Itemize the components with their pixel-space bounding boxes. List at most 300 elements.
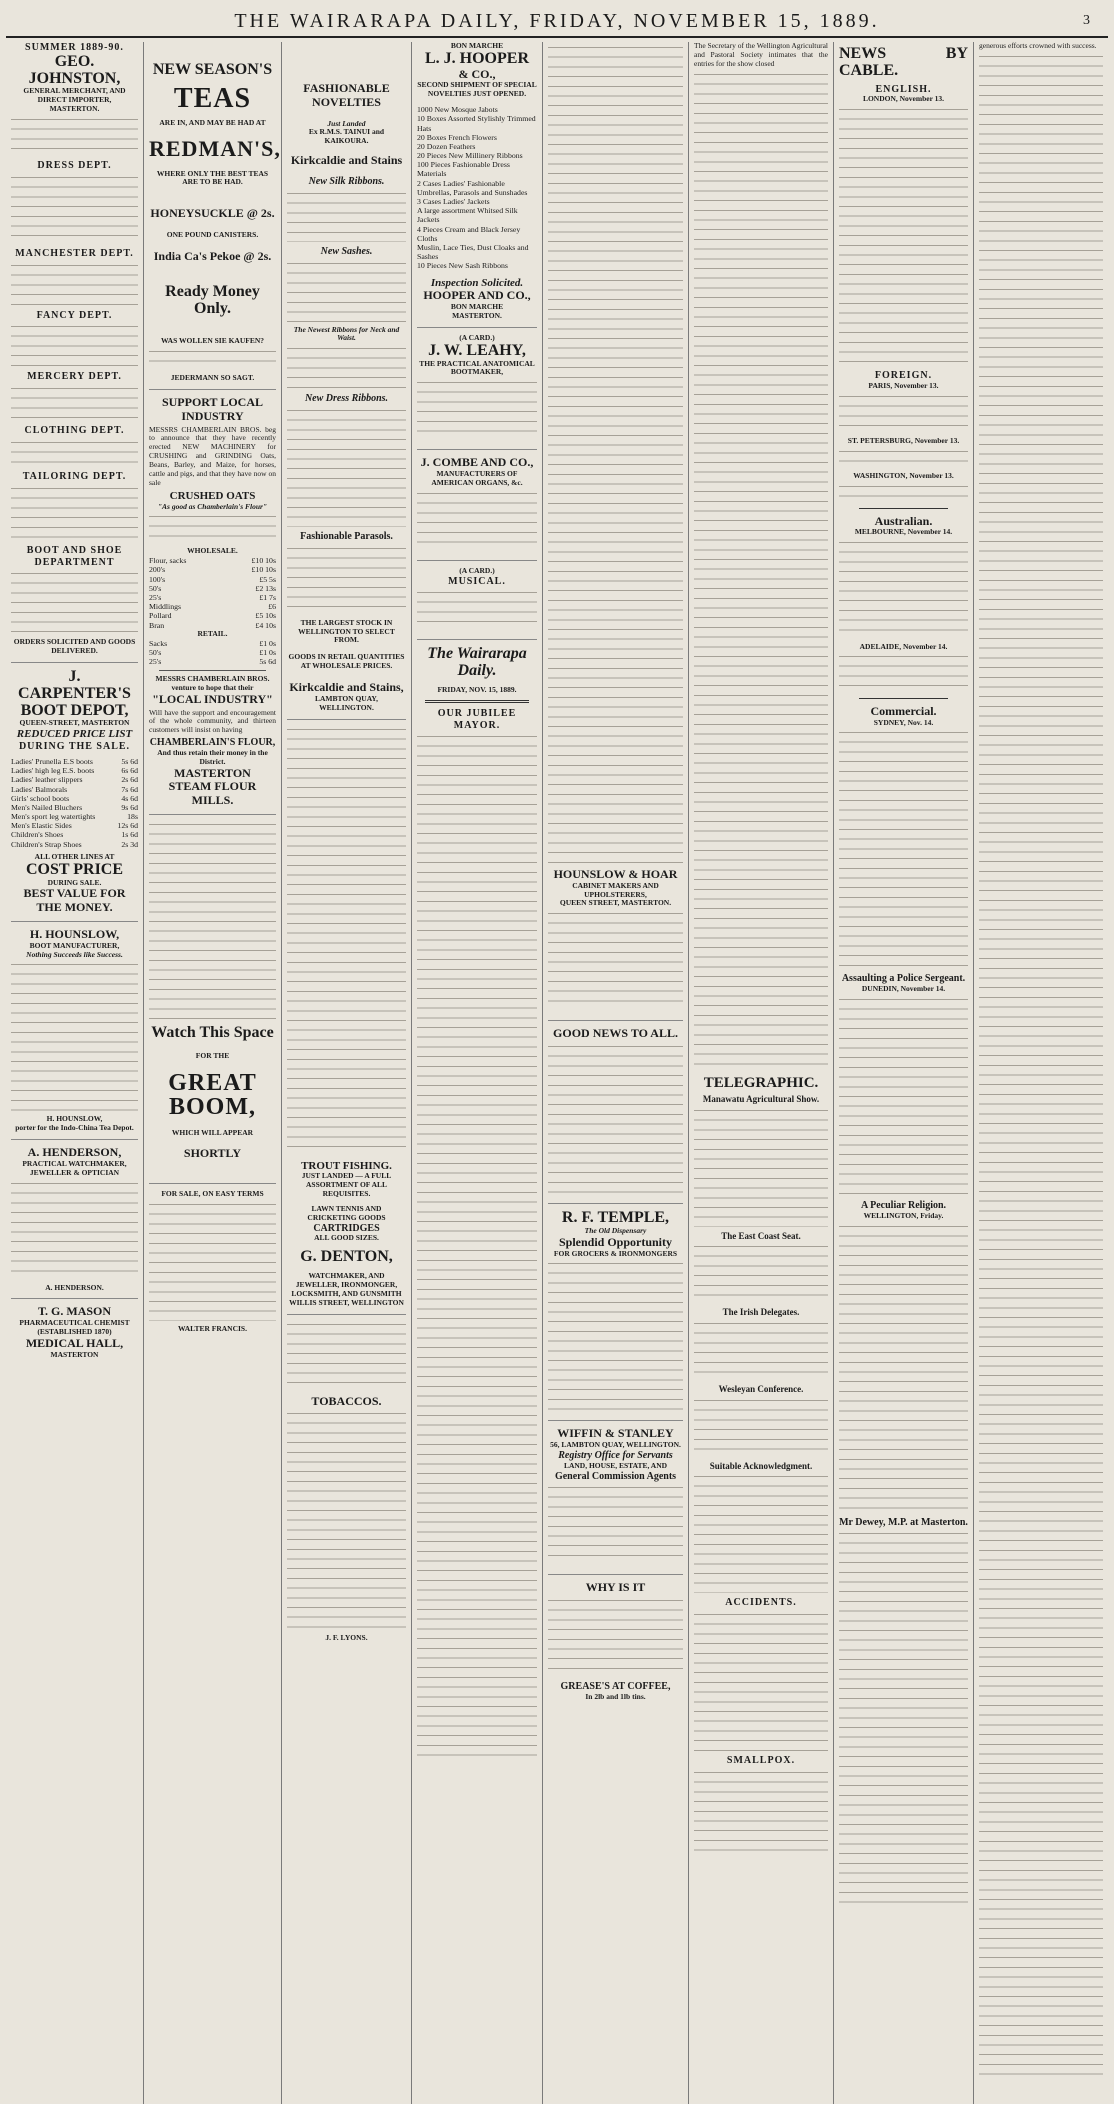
price-value: £2 13s [255, 583, 276, 593]
text-block [548, 1260, 683, 1410]
divider [425, 700, 529, 703]
price-row [11, 757, 138, 766]
henderson-sub: PRACTICAL WATCHMAKER, JEWELLER & OPTICIAN [22, 1158, 127, 1177]
henderson-title: A. HENDERSON, [27, 1145, 122, 1160]
support-title: SUPPORT LOCAL INDUSTRY [161, 395, 264, 423]
retail-heading: RETAIL. [197, 628, 228, 638]
text-block [11, 961, 138, 1111]
text-block [11, 570, 138, 634]
text-block [839, 539, 968, 639]
price-item: Girls' school boots [11, 793, 70, 803]
carpenter-title: J. CARPENTER'S BOOT DEPOT, [18, 667, 131, 719]
mason-title: T. G. MASON [37, 1304, 112, 1319]
parasols: Fashionable Parasols. [300, 531, 393, 542]
price-item: 50's [149, 583, 162, 593]
text-block [287, 1410, 406, 1630]
leahy-advert [417, 334, 537, 450]
splendid: Splendid Opportunity [558, 1234, 673, 1249]
henderson-signature: A. HENDERSON. [45, 1282, 104, 1292]
largest-stock: THE LARGEST STOCK IN WELLINGTON TO SELECT FROM. [298, 617, 395, 645]
text-block [839, 729, 968, 969]
inspection-solicited: Inspection Solicited. [430, 276, 524, 289]
text-block [839, 448, 968, 468]
are-to-be-line: ARE TO BE HAD. [182, 177, 243, 187]
denton-sub: WATCHMAKER, AND JEWELLER, IRONMONGER, LOCKSMITH, AND GUNSMITH [291, 1271, 402, 1298]
novelties: NOVELTIES [312, 94, 381, 109]
hh-street: QUEEN STREET, MASTERTON. [559, 898, 672, 908]
wellington-dateline: WELLINGTON, Friday. [863, 1210, 944, 1220]
lambton-quay: LAMBTON QUAY, [314, 693, 379, 703]
will-receive: Will have the support and encouragement of the whole community, and thirteen customers will insist on having [149, 707, 276, 735]
commission: General Commission Agents [554, 1470, 677, 1482]
adelaide-dateline: ADELAIDE, November 14. [859, 641, 948, 651]
where-only-line: WHERE ONLY THE BEST TEAS [156, 168, 269, 178]
text-block [979, 53, 1103, 2083]
good-news: GOOD NEWS TO ALL. [553, 1026, 678, 1041]
just-landed: Just Landed [327, 118, 366, 128]
coffee-name: GREASE'S AT COFFEE, [560, 1681, 671, 1693]
text-block [11, 485, 138, 541]
price-row [149, 648, 276, 657]
text-block [548, 1597, 683, 1677]
petersburg-dateline: ST. PETERSBURG, November 13. [847, 435, 960, 445]
merchant-location: MASTERTON. [49, 104, 100, 114]
price-row [11, 803, 138, 812]
text-block [694, 1243, 828, 1303]
dept-heading: TAILORING DEPT. [22, 470, 127, 482]
musical-advert [417, 567, 537, 641]
price-item: 25's [149, 656, 162, 666]
carpenter-subtitle: REDUCED PRICE LIST [16, 728, 133, 741]
price-value: 9s 6d [121, 802, 138, 812]
price-row [149, 639, 276, 648]
local-industry: "LOCAL INDUSTRY" [152, 691, 273, 706]
text-block [839, 653, 968, 693]
divider [859, 508, 948, 509]
text-block [11, 174, 138, 244]
lyons-signature: J. F. LYONS. [325, 1633, 368, 1643]
text-block [287, 260, 406, 322]
text-block [548, 1043, 683, 1193]
list-item: 2 Cases Ladies' Fashionable Umbrellas, Parasols and Sunshades [417, 178, 528, 197]
column-7 [834, 42, 974, 2104]
mason-advert [11, 1305, 138, 1365]
text-block [417, 589, 537, 629]
price-item: Ladies' high leg E.S. boots [11, 766, 95, 776]
leahy-card: (A CARD.) [459, 332, 495, 342]
english-heading: ENGLISH. [875, 83, 932, 95]
new-season: NEW SEASON'S [152, 61, 273, 78]
season-heading: SUMMER 1889-90. [25, 42, 124, 53]
denton-advert [287, 1160, 406, 1315]
registry: Registry Office for Servants [558, 1450, 673, 1462]
price-row [149, 593, 276, 602]
dewey-heading: Mr Dewey, M.P. at Masterton. [839, 1516, 968, 1528]
retail-price-table [149, 639, 276, 667]
text-block [11, 385, 138, 421]
price-value: £10 10s [251, 556, 276, 566]
masthead [6, 6, 1108, 38]
list-item: 20 Dozen Feathers [417, 141, 476, 151]
hounslow-tagline: Nothing Succeeds like Success. [26, 949, 123, 959]
price-value: £6 [268, 602, 276, 612]
mason-sub: PHARMACEUTICAL CHEMIST [19, 1318, 130, 1328]
wellington: WELLINGTON. [319, 702, 374, 712]
text-block [839, 996, 968, 1196]
text-block [11, 116, 138, 156]
price-row [11, 785, 138, 794]
price-value: 4s 6d [121, 793, 138, 803]
great-boom: GREAT BOOM, [168, 1069, 257, 1120]
hooper-name: L. J. HOOPER [424, 49, 529, 67]
registry-sub: LAND, HOUSE, ESTATE, AND [563, 1460, 668, 1470]
text-block [287, 726, 406, 1156]
list-item: 10 Pieces New Sash Ribbons [417, 261, 508, 271]
kirkcaldie-title: Kirkcaldie and Stains [290, 153, 403, 168]
carpenter-best-value: BEST VALUE FOR THE MONEY. [23, 886, 126, 915]
ex-ships: Ex R.M.S. TAINUI and KAIKOURA. [308, 127, 385, 146]
masthead-title: THE WAIRARAPA DAILY, FRIDAY, NOVEMBER 15, 1889. [234, 10, 880, 32]
flour-price-table [149, 556, 276, 630]
column-4 [412, 42, 543, 2104]
wesleyan-heading: Wesleyan Conference. [718, 1384, 804, 1395]
hounslow-hoar-advert [548, 868, 683, 1021]
masterton-mills-1: MASTERTON [174, 765, 251, 780]
kirkcaldie-advert [287, 82, 406, 720]
dept-heading: MERCERY DEPT. [27, 371, 122, 383]
bon-marche-2: BON MARCHE [450, 302, 504, 312]
price-value: £1 0s [259, 647, 276, 657]
editorial-block [417, 646, 537, 1763]
johnston-advert [11, 42, 138, 663]
hh-title: HOUNSLOW & HOAR [553, 867, 678, 881]
text-block [694, 1320, 828, 1380]
price-row [11, 821, 138, 830]
price-row [11, 766, 138, 775]
for-the: FOR THE [195, 1050, 230, 1060]
list-item: 1000 New Mosque Jabots [417, 105, 498, 115]
combe-title: J. COMBE AND CO., [420, 455, 534, 470]
dept-heading: DRESS DEPT. [37, 159, 112, 171]
ready-money: Ready Money Only. [165, 282, 260, 317]
price-value: 18s [127, 812, 138, 822]
temple-sub: The Old Dispensary [584, 1225, 647, 1235]
text-block [694, 1107, 828, 1227]
new-dress: New Dress Ribbons. [304, 393, 389, 405]
chamberlain-advert [149, 396, 276, 815]
wiffin-street: 56, LAMBTON QUAY, WELLINGTON. [550, 1440, 681, 1450]
leahy-sub: THE PRACTICAL ANATOMICAL BOOTMAKER, [419, 358, 535, 377]
coffee-advert [548, 1581, 683, 1707]
lawn-tennis: LAWN TENNIS AND CRICKETING GOODS [307, 1204, 386, 1222]
list-item: 20 Boxes French Flowers [417, 132, 497, 142]
column-1 [6, 42, 144, 2104]
good-news-advert [548, 1027, 683, 1204]
sale-title: FOR SALE, ON EASY TERMS [161, 1189, 264, 1199]
text-block [149, 348, 276, 370]
australian-heading: Australian. [874, 513, 933, 528]
secretary-paragraph: The Secretary of the Wellington Agricultural and Pastoral Society intimates that the entries for the show closed [694, 42, 829, 68]
messrs-line: MESSRS CHAMBERLAIN BROS. venture to hope that their [155, 674, 270, 692]
price-value: £1 0s [259, 638, 276, 648]
editorial-title: OUR JUBILEE MAYOR. [437, 707, 517, 731]
text-block [839, 1223, 968, 1513]
paper-title: The Wairarapa Daily. [427, 645, 527, 680]
text-block [287, 1321, 406, 1391]
carpenter-during-2: DURING SALE. [47, 877, 102, 887]
wholesale-heading: WHOLESALE. [187, 546, 238, 556]
hounslow-sub: BOOT MANUFACTURER, [29, 940, 120, 950]
and-thus: And thus retain their money in the District. [157, 747, 268, 766]
price-row [149, 657, 276, 666]
price-row [11, 840, 138, 849]
column-3 [282, 42, 412, 2104]
east-coast-heading: The East Coast Seat. [721, 1230, 801, 1241]
price-value: £4 10s [255, 620, 276, 630]
india-pekoe-line: India Ca's Pekoe @ 2s. [153, 248, 272, 263]
price-item: Flour, sacks [149, 556, 187, 566]
hooper-co-2: HOOPER AND CO., [423, 288, 531, 303]
temple-advert [548, 1210, 683, 1421]
list-item: A large assortment Whitsed Silk Jackets [417, 206, 518, 225]
text-block [839, 1530, 968, 1910]
masterton-mills-2: STEAM FLOUR MILLS. [168, 779, 257, 808]
price-value: 7s 6d [121, 784, 138, 794]
divider [159, 670, 266, 671]
price-row [149, 584, 276, 593]
price-row [11, 794, 138, 803]
text-block [694, 1397, 828, 1457]
mason-hall: MEDICAL HALL, [25, 1335, 124, 1350]
peculiar-heading: A Peculiar Religion. [860, 1200, 947, 1212]
kirkcaldie-title-2: Kirkcaldie and Stains, [289, 680, 404, 695]
wiffin-name: WIFFIN & STANLEY [557, 1426, 674, 1441]
price-value: 1s 6d [121, 830, 138, 840]
text-block [694, 1769, 828, 1859]
bon-marche: BON MARCHE [450, 42, 504, 50]
merchant-role: GENERAL MERCHANT, AND DIRECT IMPORTER, [23, 86, 126, 105]
price-value: 2s 3d [121, 839, 138, 849]
text-block [548, 1484, 683, 1564]
price-item: 100's [149, 574, 166, 584]
denton-street: WILLIS STREET, WELLINGTON [289, 1297, 404, 1307]
price-value: 6s 6d [121, 766, 138, 776]
text-block [11, 262, 138, 306]
text-block [149, 821, 276, 1021]
price-value: £5 5s [259, 574, 276, 584]
smallpox-heading: SMALLPOX. [726, 1755, 796, 1767]
telegraphic-heading: TELEGRAPHIC. [703, 1074, 819, 1091]
text-block [548, 910, 683, 1010]
divider [859, 698, 948, 699]
list-item: 3 Cases Ladies' Jackets [417, 197, 490, 206]
mason-town: MASTERTON [50, 1349, 99, 1359]
text-block [287, 545, 406, 615]
mason-established: (ESTABLISHED 1870) [37, 1327, 112, 1337]
cartridges: CARTRIDGES [313, 1222, 380, 1234]
dept-heading: CLOTHING DEPT. [24, 425, 125, 437]
price-value: 5s 6d [259, 656, 276, 666]
carpenter-cost: COST PRICE [25, 860, 124, 878]
trout-sub: JUST LANDED — A FULL ASSORTMENT OF ALL REQUISITES. [301, 1171, 392, 1199]
price-item: Men's Nailed Bluchers [11, 802, 83, 812]
leahy-name: J. W. LEAHY, [428, 341, 526, 359]
price-item: Men's sport leg watertights [11, 812, 96, 822]
news-by-cable: NEWS BY CABLE. [839, 45, 968, 79]
price-item: Men's Elastic Sides [11, 821, 72, 831]
redman-name: REDMAN'S, [149, 135, 281, 161]
jedermann: JEDERMANN SO SAGT. [170, 373, 255, 383]
trout-title: TROUT FISHING. [301, 1159, 392, 1172]
london-dateline: LONDON, November 13. [862, 94, 945, 104]
text-block [149, 513, 276, 543]
hounslow-signature: H. HOUNSLOW, [46, 1114, 103, 1124]
price-row [11, 812, 138, 821]
dept-heading: MANCHESTER DEPT. [15, 247, 134, 259]
hh-sub: CABINET MAKERS AND UPHOLSTERERS, [572, 880, 659, 899]
column-8 [974, 42, 1108, 2104]
list-item: Muslin, Lace Ties, Dust Cloaks and Sashes [417, 242, 529, 262]
grocers: FOR GROCERS & IRONMONGERS [553, 1248, 678, 1258]
column-5 [543, 42, 689, 2104]
manawatu-heading: Manawatu Agricultural Show. [702, 1094, 820, 1105]
hounslow-signature-2: porter for the Indo-China Tea Depot. [15, 1123, 134, 1133]
irish-delegates-heading: The Irish Delegates. [722, 1307, 800, 1318]
text-block [11, 1180, 138, 1280]
price-item: Sacks [149, 638, 168, 648]
second-shipment: SECOND SHIPMENT OF SPECIAL NOVELTIES JUST OPENED. [417, 80, 537, 99]
text-block [11, 323, 138, 367]
price-value: 12s 6d [117, 821, 138, 831]
lyons-advert [287, 1321, 406, 1650]
carpenter-advert [11, 669, 138, 922]
sale-signature: WALTER FRANCIS. [178, 1324, 247, 1334]
text-block [287, 190, 406, 242]
paris-dateline: PARIS, November 13. [868, 381, 939, 391]
text-block [287, 407, 406, 527]
all-good-sizes: ALL GOOD SIZES. [314, 1233, 379, 1243]
sydney-dateline: SYDNEY, Nov. 14. [873, 717, 934, 727]
price-item: Middlings [149, 602, 182, 612]
price-row [11, 775, 138, 784]
price-value: 5s 6d [121, 756, 138, 766]
price-row [149, 611, 276, 620]
price-item: Children's Shoes [11, 830, 64, 840]
coffee-sub: In 2lb and 1lb tins. [585, 1692, 646, 1702]
fashionable: FASHIONABLE [303, 81, 390, 95]
price-item: Ladies' Balmorals [11, 784, 68, 794]
suitable-heading: Suitable Acknowledgment. [709, 1460, 813, 1471]
price-item: Pollard [149, 611, 172, 621]
intro-line: generous efforts crowned with success. [979, 42, 1097, 50]
honeysuckle-line: HONEYSUCKLE @ 2s. [150, 206, 275, 221]
melbourne-dateline: MELBOURNE, November 14. [854, 526, 953, 536]
price-row [149, 602, 276, 611]
dept-heading: BOOT AND SHOE DEPARTMENT [26, 544, 123, 568]
redman-advert [149, 61, 281, 390]
columns [6, 42, 1108, 2104]
carpenter-during: DURING THE SALE. [18, 741, 131, 753]
hooper-item-list [417, 105, 537, 270]
text-block [417, 490, 537, 550]
watch-this-space: Watch This Space [151, 1024, 274, 1041]
as-good: "As good as Chamberlain's Flour" [157, 501, 268, 511]
price-value: £10 10s [251, 565, 276, 575]
tobaccos: TOBACCOS. [311, 1393, 382, 1408]
price-item: 25's [149, 592, 162, 602]
text-block [287, 345, 406, 389]
text-block [417, 733, 537, 1763]
crushed-oats: CRUSHED OATS [169, 489, 256, 502]
hooper-co: & CO., [458, 66, 496, 81]
carpenter-price-list [11, 757, 138, 849]
price-item: Ladies' leather slippers [11, 775, 83, 785]
price-item: 50's [149, 647, 162, 657]
text-block [11, 439, 138, 467]
orders-line: ORDERS SOLICITED AND GOODS DELIVERED. [13, 637, 136, 656]
support-body: MESSRS CHAMBERLAIN BROS. beg to announce that they have recently erected NEW MACHINERY for CRUSHING and GRINDING Oats, Beans, Barley, and Maize, for horses, cattle and pigs, and that they have now on sale [149, 424, 276, 487]
commercial-heading: Commercial. [870, 704, 937, 719]
price-value: 2s 6d [121, 775, 138, 785]
text-block [694, 1473, 828, 1593]
one-pound-line: ONE POUND CANISTERS. [166, 230, 259, 240]
temple-name: R. F. TEMPLE, [561, 1209, 670, 1227]
price-item: Bran [149, 620, 165, 630]
teas-heading: TEAS [173, 82, 252, 114]
text-block [694, 1611, 828, 1751]
hounslow-title: H. HOUNSLOW, [29, 926, 120, 941]
text-block [149, 1201, 276, 1321]
accidents-heading: ACCIDENTS. [725, 1597, 797, 1609]
price-row [149, 575, 276, 584]
price-item: 200's [149, 565, 166, 575]
price-row [149, 565, 276, 574]
text-block [839, 483, 968, 503]
new-sashes: New Sashes. [320, 245, 373, 257]
shortly: SHORTLY [183, 1146, 242, 1161]
list-item: 100 Pieces Fashionable Dress Materials [417, 160, 510, 179]
price-value: £5 10s [255, 611, 276, 621]
list-item: 4 Pieces Cream and Black Jersey Cloths [417, 224, 521, 243]
assault-heading: Assaulting a Police Sergeant. [841, 973, 966, 985]
cb-flour: CHAMBERLAIN'S FLOUR, [149, 737, 276, 749]
column-2 [144, 42, 282, 2104]
wiffin-advert [548, 1427, 683, 1575]
watch-space-advert [149, 1025, 276, 1184]
column-6 [689, 42, 834, 2104]
paper-date: FRIDAY, NOV. 15, 1889. [437, 685, 517, 694]
hounslow-advert [11, 928, 138, 1140]
why-is-it: WHY IS IT [585, 1580, 646, 1595]
was-wollen: WAS WOLLEN SIE KAUFEN? [160, 336, 264, 346]
price-value: £1 7s [259, 592, 276, 602]
price-item: Ladies' Prunella E.S boots [11, 756, 93, 766]
dept-heading: FANCY DEPT. [36, 309, 113, 321]
goods-retail: GOODS IN RETAIL QUANTITIES AT WHOLESALE PRICES. [288, 652, 405, 671]
text-block [548, 44, 683, 864]
newest-ribbons: The Newest Ribbons for Neck and Waist. [293, 324, 400, 343]
merchant-name: GEO. JOHNSTON, [28, 52, 121, 87]
carpenter-all-lines: ALL OTHER LINES AT [34, 851, 115, 861]
musical-card: (A CARD.) [459, 565, 495, 575]
sale-advert [149, 1190, 276, 1340]
text-block [839, 106, 968, 366]
which-will: WHICH WILL APPEAR [171, 1127, 254, 1137]
page-number: 3 [1083, 13, 1090, 28]
are-in-line: ARE IN, AND MAY BE HAD AT [159, 117, 266, 127]
washington-dateline: WASHINGTON, November 13. [853, 470, 954, 480]
henderson-advert [11, 1146, 138, 1299]
